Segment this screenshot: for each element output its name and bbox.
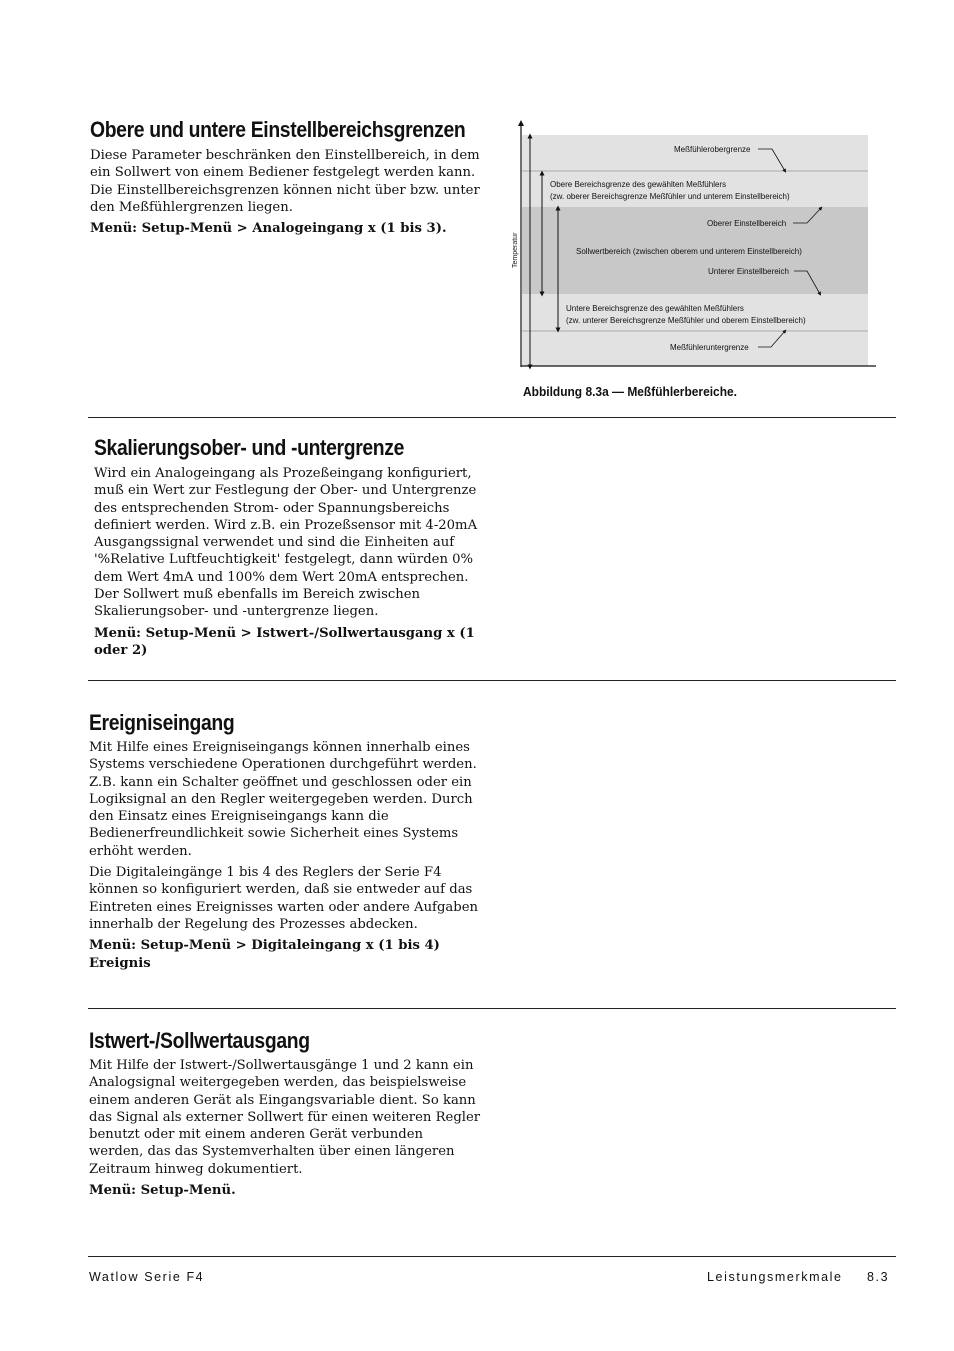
label-setpoint-lower: Unterer Einstellbereich — [708, 267, 789, 276]
label-sensor-lower: Meßfühleruntergrenze — [670, 343, 749, 352]
section-title-istwert-sollwertausgang: Istwert-/Sollwertausgang — [89, 1028, 310, 1053]
section-body-einstellbereichsgrenzen — [90, 147, 485, 241]
paragraph: Wird ein Analogeingang als Prozeßeingang konfiguriert, muß ein Wert zur Festlegung der Ober- und Untergrenze des entsprechenden Strom- oder Spannungsbereichs definiert werden. Wird z.B. ein Prozeßsensor mit 4-20mA Ausgangssignal verwendet und sind die Einheiten auf '%Relative Luftfeuchtigkeit' festgelegt, dann würden 0% dem Wert 4mA und 100% dem Wert 20mA entsprechen. Der Sollwert muß ebenfalls im Bereich zwischen Skalierungsober- und -untergrenze liegen. — [94, 466, 478, 620]
section-body-skalierung — [94, 465, 484, 663]
section-divider — [88, 680, 896, 681]
sensor-range-figure — [505, 118, 885, 374]
label-setpoint-upper: Oberer Einstellbereich — [707, 219, 787, 228]
figure-caption: Abbildung 8.3a — Meßfühlerbereiche. — [523, 384, 737, 399]
temperature-axis-label: Temperatur — [512, 232, 519, 268]
label-range-lower-line2: (zw. unterer Bereichsgrenze Meßfühler und oberem Einstellbereich) — [566, 316, 806, 325]
footer-left: Watlow Serie F4 — [89, 1270, 205, 1284]
menu-path: Menü: Setup-Menü. — [89, 1183, 236, 1199]
paragraph: Diese Parameter beschränken den Einstellbereich, in dem ein Sollwert von einem Bediener festgelegt werden kann. Die Einstellbereichsgrenzen können nicht über bzw. unter den Meßfühlergrenzen liegen. — [90, 148, 480, 215]
menu-path: Menü: Setup-Menü > Digitaleingang x (1 bis 4) Ereignis — [89, 938, 440, 971]
label-range-lower-line1: Untere Bereichsgrenze des gewählten Meßfühlers — [566, 304, 744, 313]
section-divider — [88, 417, 896, 418]
section-title-skalierung: Skalierungsober- und -untergrenze — [94, 435, 405, 460]
paragraph: Mit Hilfe eines Ereigniseingangs können innerhalb eines Systems verschiedene Operationen durchgeführt werden. Z.B. kann ein Schalter geöffnet und geschlossen oder ein Logiksignal an den Regler weitergegeben werden. Durch den Einsatz eines Ereigniseingangs kann die Bedienerfreundlichkeit sowie Sicherheit eines Systems erhöht werden. — [89, 740, 477, 859]
section-title-ereigniseingang: Ereigniseingang — [89, 710, 235, 735]
label-range-upper-line1: Obere Bereichsgrenze des gewählten Meßfühlers — [550, 180, 727, 189]
paragraph: Mit Hilfe der Istwert-/Sollwertausgänge 1 und 2 kann ein Analogsignal weitergegeben werden, das beispielsweise einem anderen Gerät als Eingangsvariable dient. So kann das Signal als externer Sollwert für einen weiteren Regler benutzt oder mit einem anderen Gerät verbunden werden, das das Systemverhalten über einen längeren Zeitraum hinweg dokumentiert. — [89, 1058, 481, 1177]
label-range-upper-line2: (zw. oberer Bereichsgrenze Meßfühler und unterem Einstellbereich) — [550, 192, 790, 201]
label-sensor-upper: Meßfühlerobergrenze — [674, 145, 751, 154]
band-range-upper — [522, 171, 868, 207]
section-body-istwert-sollwertausgang — [89, 1057, 481, 1203]
section-title-einstellbereichsgrenzen: Obere und untere Einstellbereichsgrenzen — [90, 117, 466, 142]
paragraph: Die Digitaleingänge 1 bis 4 des Reglers der Serie F4 können so konfiguriert werden, daß sie entweder auf das Eintreten eines Ereignisses warten oder andere Aufgaben innerhalb der Regelung des Prozesses abdecken. — [89, 865, 478, 932]
menu-path: Menü: Setup-Menü > Istwert-/Sollwertausgang x (1 oder 2) — [94, 625, 475, 658]
label-setpoint-range: Sollwertbereich (zwischen oberem und unterem Einstellbereich) — [576, 247, 802, 256]
page-number: 8.3 — [867, 1270, 890, 1284]
section-divider — [88, 1008, 896, 1009]
footer-section-name: Leistungsmerkmale — [707, 1270, 843, 1284]
menu-path: Menü: Setup-Menü > Analogeingang x (1 bis 3). — [90, 221, 447, 237]
section-body-ereigniseingang — [89, 739, 481, 976]
footer-rule — [88, 1256, 896, 1257]
